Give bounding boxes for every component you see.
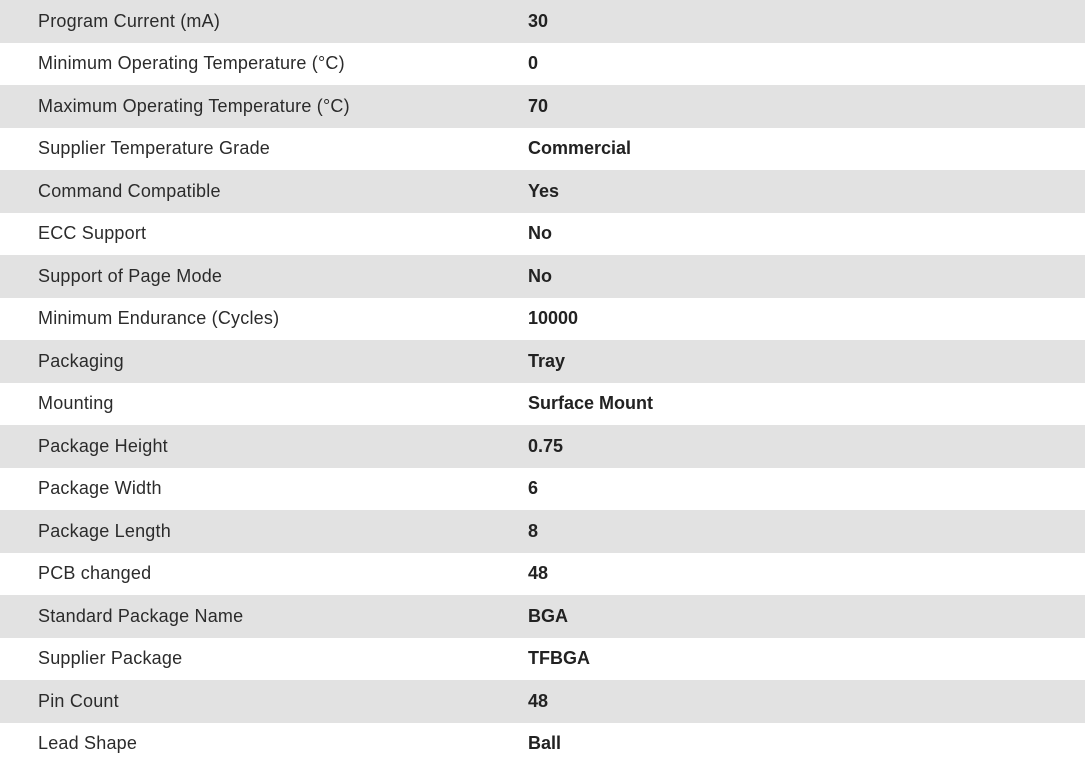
spec-label: Minimum Endurance (Cycles) [0, 298, 528, 341]
spec-label: Pin Count [0, 680, 528, 723]
spec-row [0, 723, 1085, 765]
spec-label: Program Current (mA) [0, 0, 528, 43]
spec-value: No [528, 213, 1085, 256]
spec-value: Ball [528, 723, 1085, 765]
spec-value: Tray [528, 340, 1085, 383]
spec-label: Minimum Operating Temperature (°C) [0, 43, 528, 86]
spec-label: Maximum Operating Temperature (°C) [0, 85, 528, 128]
spec-value: 0 [528, 43, 1085, 86]
spec-row [0, 425, 1085, 468]
spec-label: Support of Page Mode [0, 255, 528, 298]
spec-row [0, 170, 1085, 213]
spec-row [0, 383, 1085, 426]
spec-label: Package Length [0, 510, 528, 553]
spec-row [0, 298, 1085, 341]
spec-value: Surface Mount [528, 383, 1085, 426]
spec-row [0, 468, 1085, 511]
spec-label: Packaging [0, 340, 528, 383]
spec-value: 70 [528, 85, 1085, 128]
spec-label: Standard Package Name [0, 595, 528, 638]
spec-value: BGA [528, 595, 1085, 638]
spec-row [0, 638, 1085, 681]
spec-label: Supplier Temperature Grade [0, 128, 528, 171]
spec-value: 48 [528, 680, 1085, 723]
spec-label: PCB changed [0, 553, 528, 596]
spec-row [0, 680, 1085, 723]
spec-label: Package Width [0, 468, 528, 511]
spec-value: 8 [528, 510, 1085, 553]
spec-label: Command Compatible [0, 170, 528, 213]
spec-label: ECC Support [0, 213, 528, 256]
spec-row [0, 128, 1085, 171]
spec-row [0, 510, 1085, 553]
spec-label: Supplier Package [0, 638, 528, 681]
spec-label: Mounting [0, 383, 528, 426]
spec-value: TFBGA [528, 638, 1085, 681]
spec-row [0, 340, 1085, 383]
spec-row [0, 43, 1085, 86]
spec-row [0, 85, 1085, 128]
spec-value: Commercial [528, 128, 1085, 171]
spec-value: 0.75 [528, 425, 1085, 468]
spec-row [0, 0, 1085, 43]
spec-label: Package Height [0, 425, 528, 468]
spec-row [0, 553, 1085, 596]
spec-row [0, 255, 1085, 298]
spec-value: No [528, 255, 1085, 298]
spec-row [0, 213, 1085, 256]
spec-value: 6 [528, 468, 1085, 511]
spec-label: Lead Shape [0, 723, 528, 765]
spec-value: 48 [528, 553, 1085, 596]
spec-value: Yes [528, 170, 1085, 213]
spec-row [0, 595, 1085, 638]
spec-value: 10000 [528, 298, 1085, 341]
spec-value: 30 [528, 0, 1085, 43]
